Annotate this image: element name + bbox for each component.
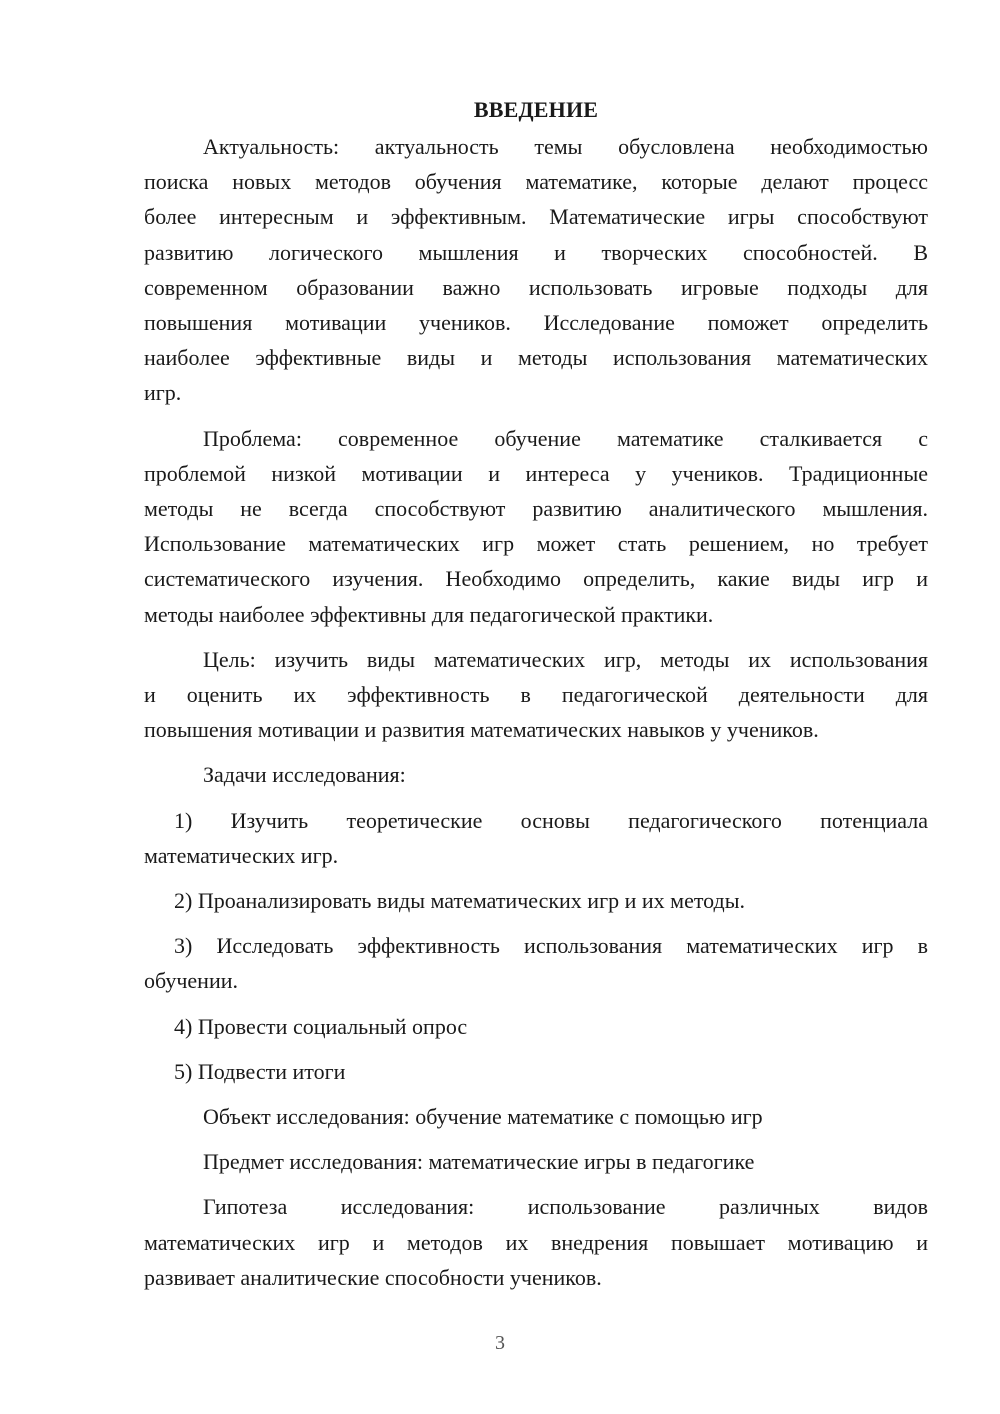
relevance-line: Актуальность: актуальность темы обусловлена необходимостью (203, 134, 928, 159)
relevance-line: повышения мотивации учеников. Исследование поможет определить (144, 310, 928, 336)
problem-line: Проблема: современное обучение математике сталкивается с (203, 425, 928, 451)
research-subject: Предмет исследования: математические игры в педагогике (203, 1149, 755, 1175)
problem-line: методы не всегда способствуют развитию аналитического мышления. (144, 496, 928, 522)
relevance-line: развитию логического мышления и творческих способностей. В (144, 239, 928, 265)
relevance-line: более интересным и эффективным. Математические игры способствуют (144, 204, 928, 230)
task-line: математических игр. (144, 842, 339, 868)
document-page (144, 92, 928, 1305)
problem-paragraph (144, 421, 928, 632)
task-item (144, 883, 928, 918)
task-line: 4) Провести социальный опрос (174, 1013, 468, 1039)
tasks-heading: Задачи исследования: (203, 762, 406, 788)
goal-line: Цель: изучить виды математических игр, методы их использования (203, 646, 928, 672)
problem-line: методы наиболее эффективны для педагогической практики. (144, 601, 714, 627)
hypothesis-line: Гипотеза исследования: использование различных видов (203, 1194, 928, 1220)
task-item (144, 803, 928, 873)
task-line: обучении. (144, 968, 239, 994)
section-title: ВВЕДЕНИЕ (473, 97, 599, 122)
relevance-line: современном образовании важно использовать игровые подходы для (144, 274, 928, 300)
relevance-line: игр. (144, 380, 182, 406)
goal-line: повышения мотивации и развития математических навыков у учеников. (144, 717, 819, 743)
task-line: 2) Проанализировать виды математических игр и их методы. (174, 888, 746, 914)
goal-paragraph (144, 642, 928, 748)
hypothesis-line: математических игр и методов их внедрения повышает мотивацию и (144, 1229, 928, 1255)
problem-line: проблемой низкой мотивации и интереса у учеников. Традиционные (144, 460, 928, 486)
relevance-line: поиска новых методов обучения математике, которые делают процесс (144, 169, 928, 195)
relevance-paragraph (144, 129, 928, 411)
research-object: Объект исследования: обучение математике с помощью игр (203, 1104, 763, 1130)
problem-line: Использование математических игр может стать решением, но требует (144, 531, 928, 557)
relevance-line: наиболее эффективные виды и методы использования математических (144, 345, 928, 371)
page-number: 3 (495, 1332, 505, 1354)
hypothesis-paragraph (144, 1189, 928, 1295)
task-line: 1) Изучить теоретические основы педагогического потенциала (174, 807, 928, 833)
problem-line: систематического изучения. Необходимо определить, какие виды игр и (144, 566, 928, 592)
task-line: 3) Исследовать эффективность использования математических игр в (174, 933, 928, 959)
hypothesis-line: развивает аналитические способности учеников. (144, 1264, 602, 1290)
task-item (144, 1054, 928, 1089)
goal-line: и оценить их эффективность в педагогической деятельности для (144, 682, 928, 708)
task-item (144, 928, 928, 998)
task-line: 5) Подвести итоги (174, 1058, 346, 1084)
task-item (144, 1009, 928, 1044)
